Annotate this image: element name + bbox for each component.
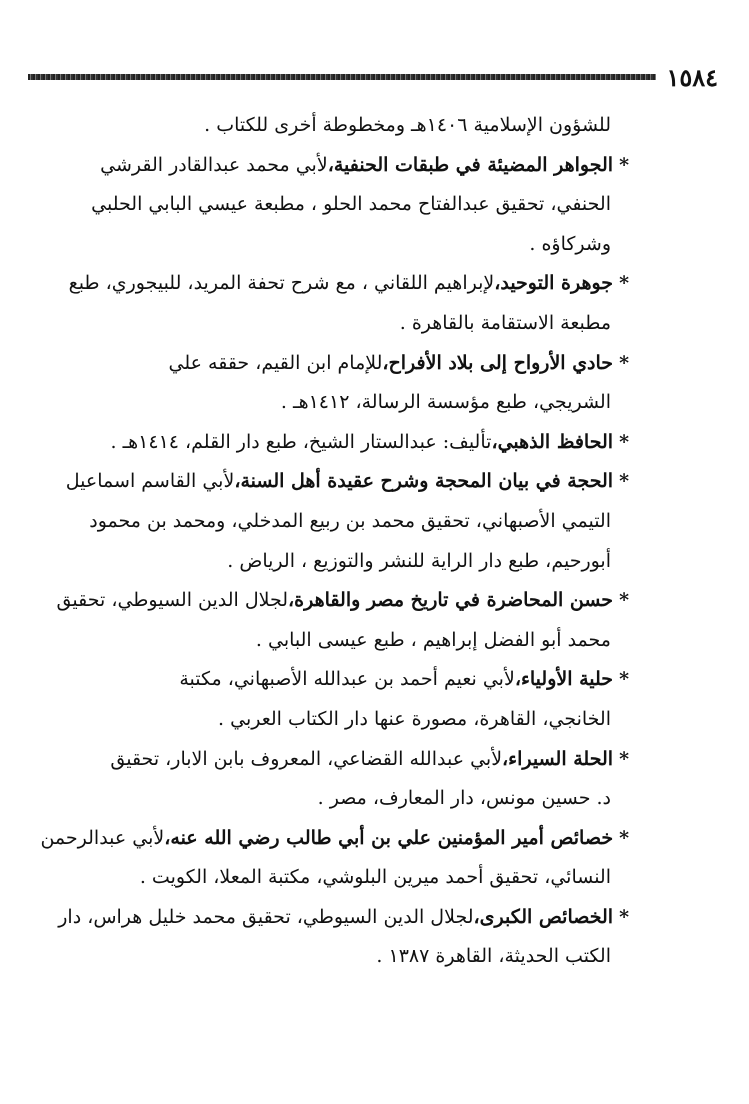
entry-title: حسن المحاضرة في تاريخ مصر والقاهرة، bbox=[288, 589, 614, 612]
asterisk-bullet: * bbox=[619, 430, 629, 453]
entry-continuation-line bbox=[39, 700, 629, 740]
asterisk-bullet: * bbox=[619, 272, 629, 295]
page-header bbox=[28, 60, 718, 94]
entry-continuation-line bbox=[39, 502, 629, 542]
entry-first-line bbox=[39, 344, 629, 384]
entry-first-line bbox=[39, 581, 629, 621]
entry-text: النسائي، تحقيق أحمد ميرين البلوشي، مكتبة المعلا، الكويت . bbox=[139, 866, 611, 889]
bibliography-list bbox=[39, 106, 629, 977]
entry-text: الكتب الحديثة، القاهرة ١٣٨٧ . bbox=[376, 945, 611, 968]
asterisk-bullet: * bbox=[619, 826, 629, 849]
entry-title: خصائص أمير المؤمنين علي بن أبي طالب رضي الله عنه، bbox=[164, 826, 614, 849]
entry-text: أبورحيم، طبع دار الراية للنشر والتوزيع ، الرياض . bbox=[227, 549, 611, 572]
entry-text: مطبعة الاستقامة بالقاهرة . bbox=[399, 311, 611, 334]
entry-text: الشريجي، طبع مؤسسة الرسالة، ١٤١٢هـ . bbox=[280, 391, 611, 414]
entry-continuation-line bbox=[39, 937, 629, 977]
entry-continuation-line bbox=[39, 383, 629, 423]
entry-title: الحلة السيراء، bbox=[502, 747, 614, 770]
entry-first-line bbox=[39, 264, 629, 304]
entry-continuation-line bbox=[39, 621, 629, 661]
asterisk-bullet: * bbox=[619, 351, 629, 374]
entry-title: الحافظ الذهبي، bbox=[491, 430, 614, 453]
asterisk-bullet: * bbox=[619, 470, 629, 493]
entry-title: حلية الأولياء، bbox=[514, 668, 614, 691]
entry-text: محمد أبو الفضل إبراهيم ، طبع عيسى البابي . bbox=[255, 628, 611, 651]
entry-first-line bbox=[39, 423, 629, 463]
entry-continuation-line bbox=[39, 106, 629, 146]
asterisk-bullet: * bbox=[619, 905, 629, 928]
entry-continuation-line bbox=[39, 858, 629, 898]
entry-first-line bbox=[39, 898, 629, 938]
entry-text: د. حسين مونس، دار المعارف، مصر . bbox=[317, 787, 611, 810]
entry-continuation-line bbox=[39, 779, 629, 819]
entry-first-line bbox=[39, 462, 629, 502]
entry-text: التيمي الأصبهاني، تحقيق محمد بن ربيع المدخلي، ومحمد بن محمود bbox=[89, 509, 611, 532]
entry-text: الخانجي، القاهرة، مصورة عنها دار الكتاب العربي . bbox=[218, 707, 611, 730]
entry-continuation-line bbox=[39, 225, 629, 265]
entry-text: لأبي نعيم أحمد بن عبدالله الأصبهاني، مكتبة bbox=[179, 668, 515, 691]
entry-title: جوهرة التوحيد، bbox=[494, 272, 614, 295]
entry-first-line bbox=[39, 146, 629, 186]
entry-text: لجلال الدين السيوطي، تحقيق bbox=[56, 589, 289, 612]
asterisk-bullet: * bbox=[619, 153, 629, 176]
asterisk-bullet: * bbox=[619, 668, 629, 691]
entry-continuation-line bbox=[39, 542, 629, 582]
entry-first-line bbox=[39, 660, 629, 700]
entry-title: الحجة في بيان المحجة وشرح عقيدة أهل السنة، bbox=[234, 470, 614, 493]
entry-first-line bbox=[39, 740, 629, 780]
page-number: ١٥٨٤ bbox=[666, 62, 718, 92]
entry-text: لإبراهيم اللقاني ، مع شرح تحفة المريد، للبيجوري، طبع bbox=[68, 272, 495, 295]
entry-title: الجواهر المضيئة في طبقات الحنفية، bbox=[327, 153, 614, 176]
entry-text: لجلال الدين السيوطي، تحقيق محمد خليل هراس، دار bbox=[58, 905, 474, 928]
entry-text: للشؤون الإسلامية ١٤٠٦هـ ومخطوطة أخرى للكتاب . bbox=[204, 114, 611, 136]
entry-title: حادي الأرواح إلى بلاد الأفراح، bbox=[382, 351, 614, 374]
asterisk-bullet: * bbox=[619, 589, 629, 612]
header-rule bbox=[28, 74, 656, 80]
entry-text: الحنفي، تحقيق عبدالفتاح محمد الحلو ، مطبعة عيسي البابي الحلبي bbox=[91, 193, 611, 216]
entry-title: الخصائص الكبرى، bbox=[473, 905, 614, 928]
entry-continuation-line bbox=[39, 304, 629, 344]
entry-text: لأبي محمد عبدالقادر القرشي bbox=[100, 153, 328, 176]
entry-text: تأليف: عبدالستار الشيخ، طبع دار القلم، ١٤١٤هـ . bbox=[110, 430, 492, 453]
entry-text: وشركاؤه . bbox=[529, 232, 611, 255]
entry-text: لأبي القاسم اسماعيل bbox=[65, 470, 235, 493]
entry-text: لأبي عبدالرحمن bbox=[40, 826, 165, 849]
entry-first-line bbox=[39, 819, 629, 859]
asterisk-bullet: * bbox=[619, 747, 629, 770]
entry-text: لأبي عبدالله القضاعي، المعروف بابن الابار، تحقيق bbox=[110, 747, 503, 770]
entry-text: للإمام ابن القيم، حققه علي bbox=[168, 351, 383, 374]
entry-continuation-line bbox=[39, 185, 629, 225]
